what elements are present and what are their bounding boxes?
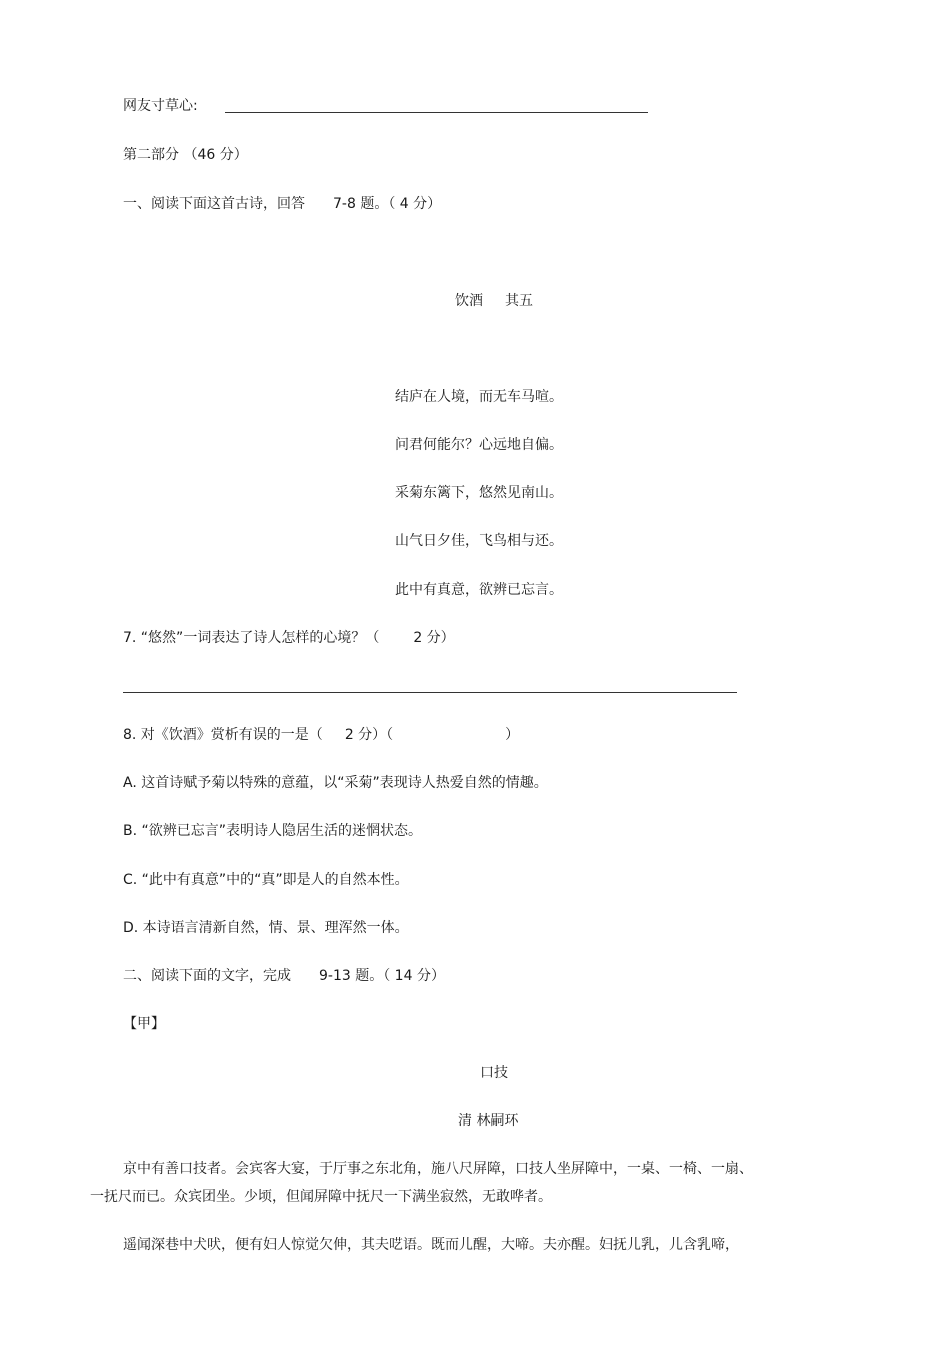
poem-line: 山气日夕佳，飞鸟相与还。 xyxy=(395,533,563,549)
q8-option-b: B. “欲辨已忘言”表明诗人隐居生活的迷惘状态。 xyxy=(123,823,423,839)
part-label-jia: 【甲】 xyxy=(123,1016,165,1032)
passage-paragraph-2-line-1: 遥闻深巷中犬吠，便有妇人惊觉欠伸，其夫呓语。既而儿醒，大啼。夫亦醒。妇抚儿乳，儿含乳啼， xyxy=(123,1237,739,1253)
netizen-label: 网友寸草心: xyxy=(123,98,198,114)
q7-answer-blank[interactable] xyxy=(123,692,737,693)
section1-prompt: 一、阅读下面这首古诗，回答 7-8 题。（ 4 分） xyxy=(123,196,442,212)
q8-option-a: A. 这首诗赋予菊以特殊的意蕴，以“采菊”表现诗人热爱自然的情趣。 xyxy=(123,775,548,791)
passage-paragraph-1-line-2: 一抚尺而已。众宾团坐。少顷，但闻屏障中抚尺一下满坐寂然，无敢哗者。 xyxy=(90,1189,552,1205)
q8-option-c: C. “此中有真意”中的“真”即是人的自然本性。 xyxy=(123,872,409,888)
passage-author: 清 林嗣环 xyxy=(458,1113,519,1129)
poem-line: 结庐在人境，而无车马喧。 xyxy=(395,389,563,405)
passage-paragraph-1-line-1: 京中有善口技者。会宾客大宴，于厅事之东北角，施八尺屏障，口技人坐屏障中，一桌、一椅、一扇、 xyxy=(123,1161,753,1177)
q8-option-d: D. 本诗语言清新自然，情、景、理浑然一体。 xyxy=(123,920,409,936)
passage-title: 口技 xyxy=(480,1065,508,1081)
question-7: 7. “悠然”一词表达了诗人怎样的心境？（ 2 分） xyxy=(123,630,455,646)
question-8: 8. 对《饮酒》赏析有误的一是（ 2 分）（ ） xyxy=(123,727,520,743)
poem-line: 此中有真意，欲辨已忘言。 xyxy=(395,582,563,598)
section2-prompt: 二、阅读下面的文字，完成 9-13 题。（ 14 分） xyxy=(123,968,445,984)
part2-title: 第二部分 （46 分） xyxy=(123,147,248,163)
netizen-answer-blank[interactable] xyxy=(225,112,648,113)
poem-title: 饮酒 其五 xyxy=(455,293,533,309)
poem-line: 问君何能尔？心远地自偏。 xyxy=(395,437,563,453)
poem-line: 采菊东篱下，悠然见南山。 xyxy=(395,485,563,501)
